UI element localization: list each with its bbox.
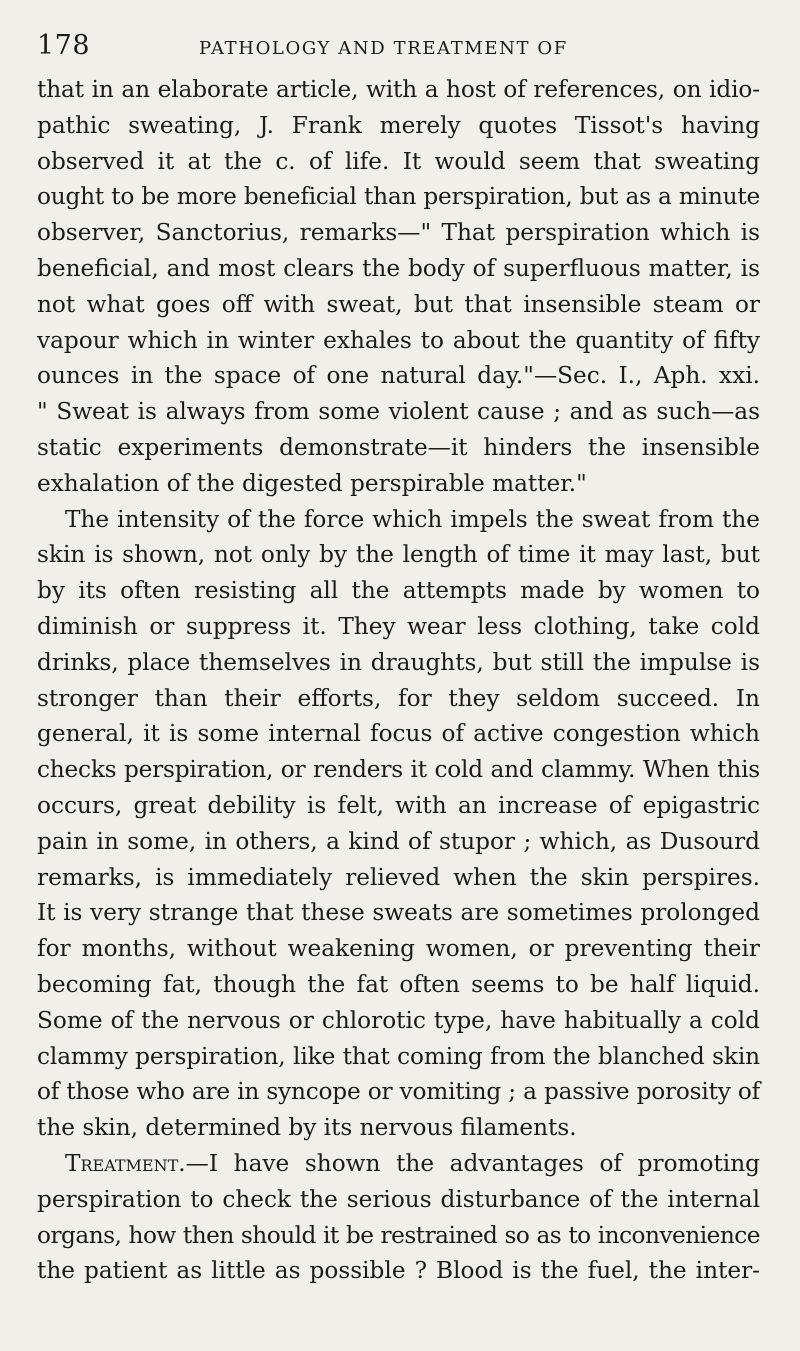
text-line: ought to be more beneficial than perspiration, but as a minute [37,183,760,211]
text-line: becoming fat, though the fat often seems to be half liquid. [37,970,760,998]
text-line: clammy perspiration, like that coming from the blanched skin [37,1042,760,1070]
text-line: observed it at the c. of life. It would seem that sweating [37,147,760,175]
text-line: the skin, determined by its nervous filaments. [37,1114,577,1142]
text-line: stronger than their efforts, for they seldom succeed. In [37,684,760,712]
text-line: Some of the nervous or chlorotic type, have habitually a cold [37,1006,760,1034]
text-line: The intensity of the force which impels the sweat from the [65,505,760,533]
text-line: for months, without weakening women, or preventing their [37,935,760,963]
section-heading-treatment: Treatment. [65,1149,186,1177]
text-line: beneficial, and most clears the body of superfluous matter, is [37,254,760,282]
text-line: organs, how then should it be restrained so as to inconvenience [37,1221,760,1249]
text-line: observer, Sanctorius, remarks—" That perspiration which is [37,219,760,247]
text-line [37,1146,760,1182]
text-line: static experiments demonstrate—it hinders the insensible [37,433,760,461]
paragraph-1 [37,72,760,502]
paragraph-2 [37,502,760,1146]
text-line: diminish or suppress it. They wear less clothing, take cold [37,612,760,640]
text-line: " Sweat is always from some violent cause ; and as such—as [37,398,760,426]
body-text [37,72,760,1289]
running-head: PATHOLOGY AND TREATMENT OF [199,38,568,59]
text-line: that in an elaborate article, with a host of references, on idio- [37,76,760,103]
text-line: by its often resisting all the attempts made by women to [37,577,760,605]
text-run: —I have shown the advantages of promoting [185,1149,760,1177]
text-line: ounces in the space of one natural day."—Sec. I., Aph. xxi. [37,362,760,390]
text-line: exhalation of the digested perspirable matter." [37,469,587,497]
text-line: occurs, great debility is felt, with an increase of epigastric [37,791,760,819]
page-header [37,26,760,72]
page-number: 178 [37,30,91,61]
text-line: drinks, place themselves in draughts, but still the impulse is [37,648,760,676]
text-line: It is very strange that these sweats are sometimes prolonged [37,899,760,927]
text-line: general, it is some internal focus of active congestion which [37,720,760,748]
text-line: remarks, is immediately relieved when the skin perspires. [37,863,760,891]
text-line: checks perspiration, or renders it cold and clammy. When this [37,756,760,784]
text-line: not what goes off with sweat, but that insensible steam or [37,290,760,318]
paragraph-treatment [37,1146,760,1289]
text-line: pathic sweating, J. Frank merely quotes Tissot's having [37,111,760,139]
text-line: perspiration to check the serious disturbance of the internal [37,1185,760,1213]
text-line: pain in some, in others, a kind of stupor ; which, as Dusourd [37,827,760,855]
text-line: skin is shown, not only by the length of time it may last, but [37,541,760,569]
text-line: vapour which in winter exhales to about the quantity of fifty [37,326,760,354]
text-line: the patient as little as possible ? Blood is the fuel, the inter- [37,1257,760,1285]
text-line: of those who are in syncope or vomiting ; a passive porosity of [37,1078,760,1106]
